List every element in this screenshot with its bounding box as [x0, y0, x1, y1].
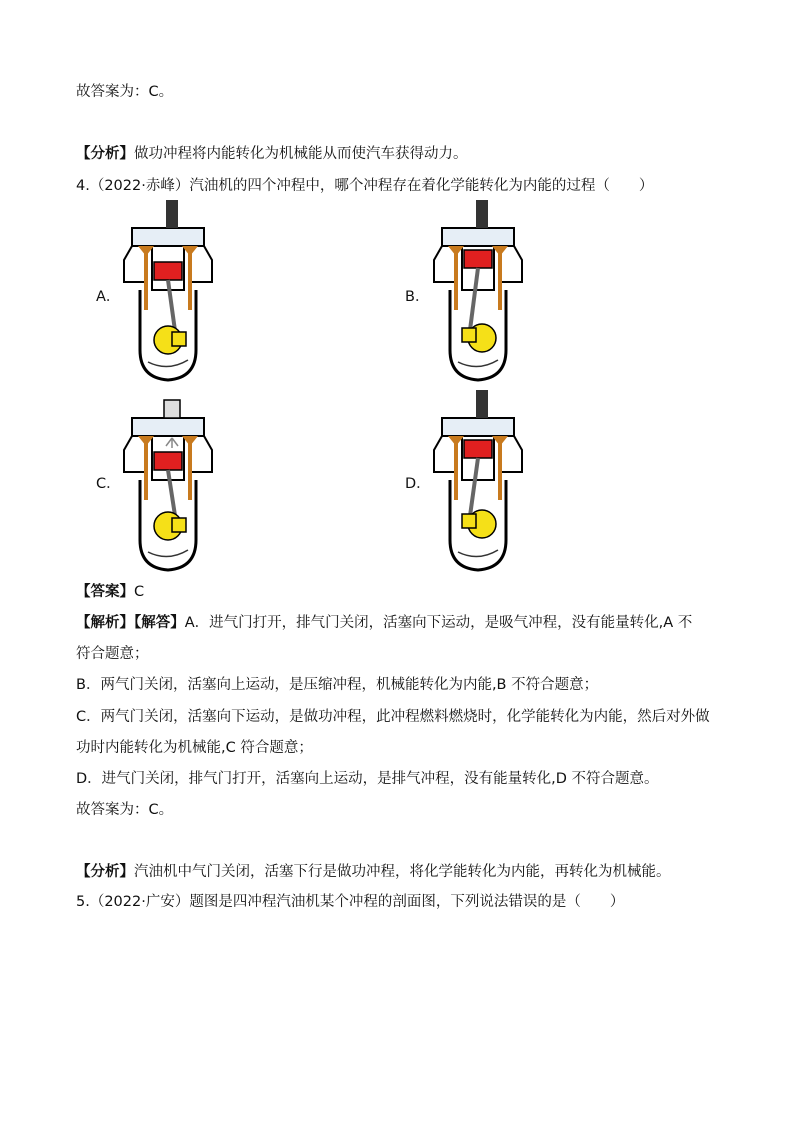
analysis-text: 做功冲程将内能转化为机械能从而使汽车获得动力。 — [134, 146, 468, 162]
explanation-line-1 — [76, 613, 692, 633]
analysis-paragraph-2 — [76, 862, 671, 882]
analysis-text-2: 汽油机中气门关闭，活塞下行是做功冲程，将化学能转化为内能，再转化为机械能。 — [134, 864, 671, 880]
explanation-line-6: D．进气门关闭，排气门打开，活塞向上运动，是排气冲程，没有能量转化,D 不符合题意。 — [76, 771, 659, 787]
answer-line: 故答案为：C。 — [76, 84, 174, 100]
explanation-line-5: 功时内能转化为机械能,C 符合题意； — [76, 740, 313, 756]
engine-diagram-d — [428, 390, 528, 574]
explanation-text: A．进气门打开，排气门关闭，活塞向下运动，是吸气冲程，没有能量转化,A 不 — [184, 615, 693, 631]
explanation-tag: 【解析】【解答】 — [76, 615, 185, 631]
explanation-line-2: 符合题意； — [76, 646, 149, 662]
analysis-paragraph — [76, 144, 468, 164]
analysis-tag-2: 【分析】 — [76, 864, 134, 880]
engine-diagram-c — [118, 390, 218, 574]
engine-diagram-b — [428, 200, 528, 384]
explanation-line-4: C．两气门关闭，活塞向下运动，是做功冲程，此冲程燃料燃烧时，化学能转化为内能，然后对外做 — [76, 709, 710, 725]
option-c-label: C． — [96, 476, 121, 492]
answer-value: C — [134, 584, 145, 600]
answer-paragraph — [76, 582, 144, 602]
option-b-label: B． — [405, 289, 430, 305]
option-d-label: D． — [405, 476, 431, 492]
question-5-text: 5.（2022·广安）题图是四冲程汽油机某个冲程的剖面图，下列说法错误的是（ ） — [76, 894, 625, 910]
answer-tag: 【答案】 — [76, 584, 134, 600]
analysis-tag: 【分析】 — [76, 146, 134, 162]
question-4-text: 4.（2022·赤峰）汽油机的四个冲程中，哪个冲程存在着化学能转化为内能的过程（ ） — [76, 178, 654, 194]
final-answer-line: 故答案为：C。 — [76, 802, 174, 818]
engine-diagram-a — [118, 200, 218, 384]
option-a-label: A． — [96, 289, 121, 305]
explanation-line-3: B．两气门关闭，活塞向上运动，是压缩冲程，机械能转化为内能,B 不符合题意； — [76, 677, 599, 693]
